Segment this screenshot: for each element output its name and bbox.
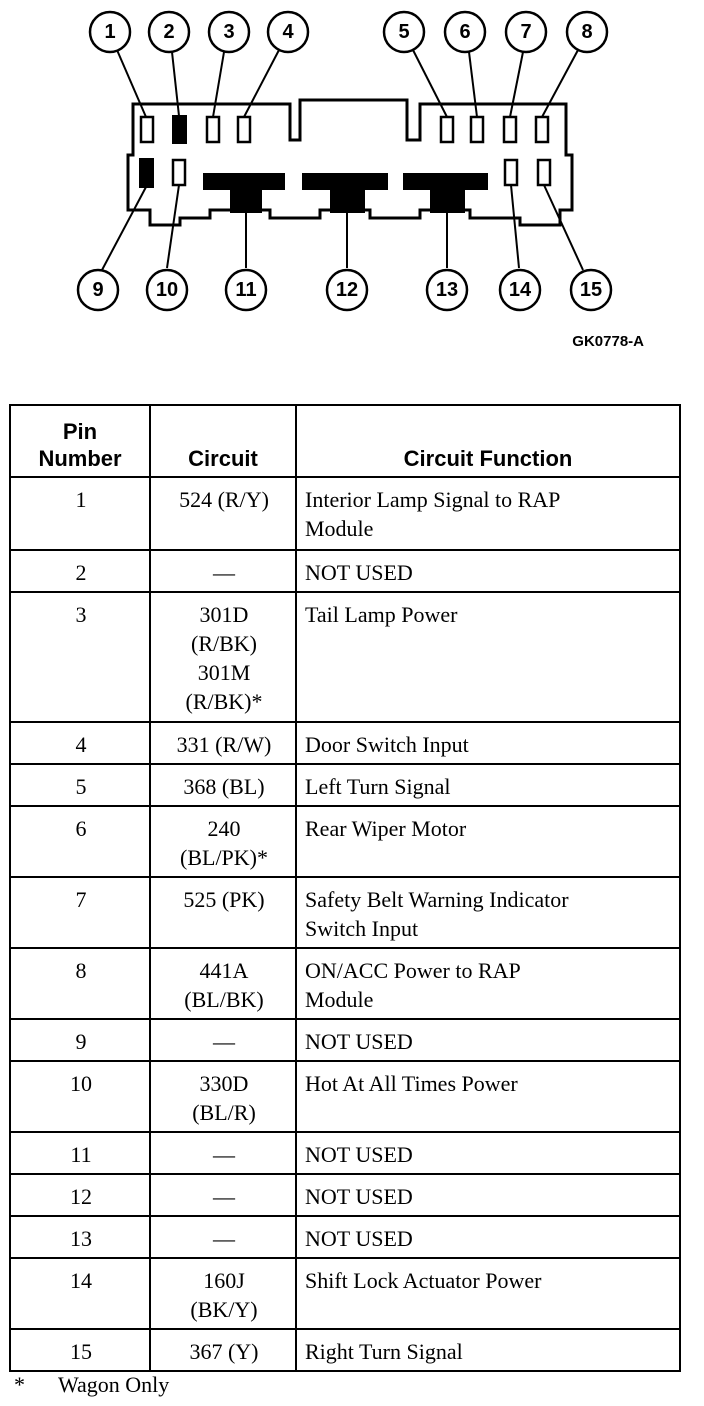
circuit-line: 240 [207,816,241,841]
circuit-line: — [213,1029,235,1054]
function-line: Shift Lock Actuator Power [305,1268,542,1293]
circuit-function-cell [296,592,680,722]
pin-number-cell: 2 [10,550,150,592]
table-row [10,592,680,722]
circuit-function-cell [296,1132,680,1174]
circuit-cell [150,877,296,948]
function-line: NOT USED [305,1142,413,1167]
function-line: Door Switch Input [305,732,469,757]
table-row [10,1258,680,1329]
pin-number-cell: 6 [10,806,150,877]
callout-label-10: 10 [155,279,179,301]
circuit-function-cell [296,1061,680,1132]
pin-number-cell: 7 [10,877,150,948]
pin-number-cell: 13 [10,1216,150,1258]
function-line: NOT USED [305,1029,413,1054]
circuit-line: — [213,1226,235,1251]
function-line: NOT USED [305,560,413,585]
circuit-line: — [213,1142,235,1167]
terminal-9 [140,159,153,187]
terminal-10 [173,160,185,185]
circuit-function-cell [296,948,680,1019]
circuit-cell [150,722,296,764]
circuit-cell [150,550,296,592]
circuit-function-cell [296,477,680,550]
table-row [10,550,680,592]
terminal-7 [504,117,516,142]
circuit-line: 301M [197,660,251,685]
terminal-13 [403,173,488,213]
pin-rows [10,477,680,1371]
function-line: Tail Lamp Power [305,602,458,627]
terminal-8 [536,117,548,142]
circuit-line: (R/BK)* [185,689,263,714]
footnote [14,1372,169,1398]
circuit-line: 524 (R/Y) [179,487,269,512]
terminal-1 [141,117,153,142]
callout-label-1: 1 [104,21,116,43]
function-line: Right Turn Signal [305,1339,463,1364]
pin-number-cell: 4 [10,722,150,764]
circuit-cell [150,1258,296,1329]
pin-number-cell: 11 [10,1132,150,1174]
pin-number-cell: 8 [10,948,150,1019]
circuit-line: 368 (BL) [183,774,265,799]
circuit-cell [150,477,296,550]
header-row [10,405,680,477]
circuit-function-cell [296,550,680,592]
function-line: Rear Wiper Motor [305,816,467,841]
terminal-6 [471,117,483,142]
callout-label-8: 8 [581,21,593,43]
figure-reference: GK0778-A [572,333,644,350]
circuit-function-cell [296,877,680,948]
terminal-11 [203,173,285,213]
table-row [10,1174,680,1216]
footnote-text: Wagon Only [58,1372,170,1397]
table-row [10,948,680,1019]
circuit-cell [150,1061,296,1132]
circuit-cell [150,1174,296,1216]
terminal-5 [441,117,453,142]
function-line: Switch Input [305,916,419,941]
terminal-2 [173,116,186,143]
circuit-function-cell [296,1258,680,1329]
circuit-line: — [213,560,235,585]
header-circuit-function: Circuit Function [296,405,680,477]
circuit-line: (BL/PK)* [180,845,268,870]
pin-number-cell: 15 [10,1329,150,1371]
table-row [10,1061,680,1132]
table-row [10,1216,680,1258]
pin-number-cell: 12 [10,1174,150,1216]
circuit-function-cell [296,1019,680,1061]
function-line: Left Turn Signal [305,774,451,799]
terminal-3 [207,117,219,142]
circuit-line: 525 (PK) [183,887,265,912]
table-row [10,1132,680,1174]
pin-number-cell: 3 [10,592,150,722]
function-line: Module [305,516,374,541]
header-circuit: Circuit [150,405,296,477]
table-row [10,877,680,948]
function-line: Hot At All Times Power [305,1071,518,1096]
function-line: ON/ACC Power to RAP [305,958,521,983]
terminal-14 [505,160,517,185]
circuit-function-cell [296,764,680,806]
circuit-function-cell [296,806,680,877]
table-row [10,1329,680,1371]
callout-label-15: 15 [579,279,603,301]
callout-label-3: 3 [223,21,235,43]
circuit-cell [150,592,296,722]
function-line: NOT USED [305,1184,413,1209]
table-row [10,477,680,550]
callout-label-2: 2 [163,21,175,43]
callout-label-13: 13 [435,279,459,301]
circuit-line: 331 (R/W) [176,732,272,757]
circuit-line: (BL/BK) [184,987,264,1012]
pin-number-cell: 10 [10,1061,150,1132]
header-pin-line-2: Number [38,446,122,471]
table-row [10,1019,680,1061]
callout-label-6: 6 [459,21,471,43]
circuit-cell [150,764,296,806]
circuit-line: (R/BK) [191,631,257,656]
circuit-line: (BL/R) [192,1100,256,1125]
callout-label-14: 14 [508,279,532,301]
circuit-function-cell [296,1174,680,1216]
circuit-function-cell [296,722,680,764]
callout-label-5: 5 [398,21,410,43]
circuit-line: 301D [199,602,249,627]
footnote-mark: * [14,1372,25,1397]
header-pin-line-1: Pin [62,419,98,444]
circuit-cell [150,948,296,1019]
terminal-15 [538,160,550,185]
circuit-function-cell [296,1216,680,1258]
pin-number-cell: 9 [10,1019,150,1061]
terminal-4 [238,117,250,142]
header-pin-number [10,405,150,477]
table-row [10,806,680,877]
callout-label-7: 7 [520,21,532,43]
table-row [10,722,680,764]
circuit-cell [150,1216,296,1258]
function-line: Safety Belt Warning Indicator [305,887,569,912]
circuit-line: — [213,1184,235,1209]
callout-label-12: 12 [335,279,359,301]
callout-label-9: 9 [92,279,104,301]
circuit-line: (BK/Y) [190,1297,258,1322]
circuit-line: 330D [199,1071,249,1096]
circuit-cell [150,1132,296,1174]
table-row [10,764,680,806]
function-line: NOT USED [305,1226,413,1251]
circuit-cell [150,1019,296,1061]
terminal-12 [302,173,388,213]
function-line: Interior Lamp Signal to RAP [305,487,561,512]
callout-label-11: 11 [235,279,257,301]
circuit-line: 367 (Y) [189,1339,259,1364]
circuit-line: 160J [203,1268,245,1293]
connector-diagram [0,0,704,360]
pin-number-cell: 14 [10,1258,150,1329]
pin-table [9,404,681,1372]
circuit-line: 441A [199,958,249,983]
function-line: Module [305,987,374,1012]
pin-number-cell: 1 [10,477,150,550]
circuit-cell [150,806,296,877]
circuit-cell [150,1329,296,1371]
pin-number-cell: 5 [10,764,150,806]
circuit-function-cell [296,1329,680,1371]
callout-label-4: 4 [282,21,294,43]
